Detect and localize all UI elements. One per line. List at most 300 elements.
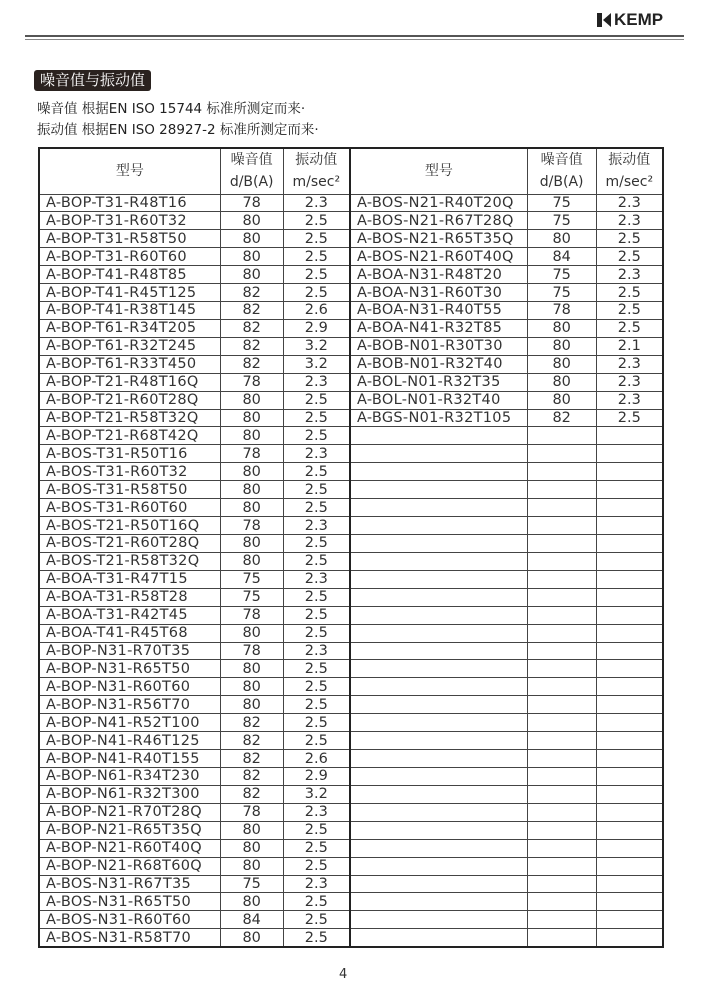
left-vibration-cell: 2.5 bbox=[283, 660, 350, 678]
right-vibration-cell bbox=[596, 893, 663, 911]
table-row bbox=[39, 624, 663, 642]
left-vibration-cell: 2.5 bbox=[283, 266, 350, 284]
left-vibration-cell: 2.3 bbox=[283, 373, 350, 391]
right-vibration-cell bbox=[596, 445, 663, 463]
table-row bbox=[39, 893, 663, 911]
table-row bbox=[39, 481, 663, 499]
right-vibration-cell bbox=[596, 535, 663, 553]
right-noise-cell bbox=[527, 875, 596, 893]
left-model-cell: A-BOP-T31-R48T16 bbox=[39, 194, 220, 212]
left-vibration-cell: 2.5 bbox=[283, 857, 350, 875]
right-model-cell bbox=[350, 803, 527, 821]
left-noise-cell: 80 bbox=[220, 212, 283, 230]
left-vibration-cell: 2.5 bbox=[283, 714, 350, 732]
left-noise-cell: 82 bbox=[220, 355, 283, 373]
table-row bbox=[39, 230, 663, 248]
right-vibration-cell bbox=[596, 660, 663, 678]
right-model-cell bbox=[350, 552, 527, 570]
right-noise-cell bbox=[527, 624, 596, 642]
kemp-logo-icon bbox=[597, 13, 611, 27]
right-vibration-cell bbox=[596, 624, 663, 642]
left-noise-cell: 80 bbox=[220, 678, 283, 696]
left-vibration-cell: 2.3 bbox=[283, 194, 350, 212]
right-model-cell bbox=[350, 445, 527, 463]
table-row bbox=[39, 678, 663, 696]
left-noise-cell: 80 bbox=[220, 929, 283, 947]
right-model-cell bbox=[350, 642, 527, 660]
left-vibration-cell: 2.5 bbox=[283, 409, 350, 427]
table-row bbox=[39, 875, 663, 893]
left-noise-cell: 80 bbox=[220, 821, 283, 839]
left-model-cell: A-BOP-N21-R70T28Q bbox=[39, 803, 220, 821]
left-noise-cell: 80 bbox=[220, 266, 283, 284]
right-noise-cell bbox=[527, 929, 596, 947]
right-vibration-cell bbox=[596, 785, 663, 803]
right-noise-cell bbox=[527, 642, 596, 660]
left-vibration-cell: 2.5 bbox=[283, 230, 350, 248]
right-noise-cell bbox=[527, 714, 596, 732]
left-noise-cell: 80 bbox=[220, 499, 283, 517]
left-model-cell: A-BOS-N31-R65T50 bbox=[39, 893, 220, 911]
header-divider-thin bbox=[25, 39, 684, 40]
table-row bbox=[39, 696, 663, 714]
left-vibration-cell: 2.5 bbox=[283, 248, 350, 266]
left-noise-cell: 80 bbox=[220, 660, 283, 678]
left-noise-cell: 80 bbox=[220, 839, 283, 857]
right-noise-cell bbox=[527, 552, 596, 570]
table-row bbox=[39, 284, 663, 302]
right-vibration-cell bbox=[596, 821, 663, 839]
left-model-cell: A-BOS-N31-R58T70 bbox=[39, 929, 220, 947]
right-noise-cell: 80 bbox=[527, 319, 596, 337]
right-vibration-cell: 2.3 bbox=[596, 266, 663, 284]
header-vibration-unit: m/sec² bbox=[605, 174, 654, 191]
right-noise-cell bbox=[527, 750, 596, 768]
table-header-row bbox=[39, 148, 663, 194]
right-noise-cell bbox=[527, 768, 596, 786]
right-noise-cell bbox=[527, 499, 596, 517]
left-model-cell: A-BOS-T31-R58T50 bbox=[39, 481, 220, 499]
header-noise-unit: d/B(A) bbox=[229, 174, 274, 191]
header-noise bbox=[220, 148, 283, 194]
table-row bbox=[39, 929, 663, 947]
right-model-cell bbox=[350, 463, 527, 481]
left-noise-cell: 78 bbox=[220, 373, 283, 391]
right-model-cell: A-BOA-N41-R32T85 bbox=[350, 319, 527, 337]
left-noise-cell: 82 bbox=[220, 302, 283, 320]
table-row bbox=[39, 212, 663, 230]
right-vibration-cell bbox=[596, 696, 663, 714]
header-noise-label: 噪音值 bbox=[540, 152, 583, 169]
left-model-cell: A-BOP-T41-R45T125 bbox=[39, 284, 220, 302]
table-row bbox=[39, 499, 663, 517]
table-row bbox=[39, 373, 663, 391]
right-model-cell bbox=[350, 821, 527, 839]
section-title: 噪音值与振动值 bbox=[34, 70, 151, 91]
left-vibration-cell: 2.3 bbox=[283, 570, 350, 588]
left-vibration-cell: 2.3 bbox=[283, 445, 350, 463]
left-vibration-cell: 2.5 bbox=[283, 588, 350, 606]
left-vibration-cell: 2.5 bbox=[283, 481, 350, 499]
left-noise-cell: 78 bbox=[220, 606, 283, 624]
left-vibration-cell: 2.6 bbox=[283, 750, 350, 768]
header-vibration bbox=[283, 148, 350, 194]
left-noise-cell: 82 bbox=[220, 337, 283, 355]
table-row bbox=[39, 821, 663, 839]
right-model-cell: A-BOS-N21-R65T35Q bbox=[350, 230, 527, 248]
left-model-cell: A-BOP-N21-R65T35Q bbox=[39, 821, 220, 839]
right-noise-cell bbox=[527, 463, 596, 481]
left-model-cell: A-BOP-T61-R33T450 bbox=[39, 355, 220, 373]
right-noise-cell: 75 bbox=[527, 194, 596, 212]
right-noise-cell bbox=[527, 517, 596, 535]
right-noise-cell bbox=[527, 732, 596, 750]
logo-text: KEMP bbox=[614, 10, 664, 29]
right-model-cell bbox=[350, 911, 527, 929]
left-model-cell: A-BOP-N41-R46T125 bbox=[39, 732, 220, 750]
left-noise-cell: 80 bbox=[220, 696, 283, 714]
left-noise-cell: 80 bbox=[220, 463, 283, 481]
right-model-cell: A-BOS-N21-R40T20Q bbox=[350, 194, 527, 212]
header-model-right: 型号 bbox=[350, 148, 527, 194]
right-noise-cell bbox=[527, 911, 596, 929]
left-vibration-cell: 3.2 bbox=[283, 337, 350, 355]
left-noise-cell: 82 bbox=[220, 768, 283, 786]
right-vibration-cell bbox=[596, 517, 663, 535]
right-model-cell: A-BOS-N21-R67T28Q bbox=[350, 212, 527, 230]
table-row bbox=[39, 606, 663, 624]
left-vibration-cell: 2.5 bbox=[283, 624, 350, 642]
table-row bbox=[39, 248, 663, 266]
right-model-cell bbox=[350, 696, 527, 714]
right-model-cell bbox=[350, 768, 527, 786]
right-vibration-cell: 2.5 bbox=[596, 319, 663, 337]
header-vibration-label: 振动值 bbox=[608, 152, 651, 169]
right-model-cell: A-BOA-N31-R60T30 bbox=[350, 284, 527, 302]
left-vibration-cell: 2.3 bbox=[283, 517, 350, 535]
left-model-cell: A-BOP-N61-R34T230 bbox=[39, 768, 220, 786]
right-vibration-cell bbox=[596, 857, 663, 875]
right-vibration-cell: 2.5 bbox=[596, 409, 663, 427]
right-model-cell bbox=[350, 929, 527, 947]
left-noise-cell: 80 bbox=[220, 535, 283, 553]
left-vibration-cell: 2.5 bbox=[283, 911, 350, 929]
table-row bbox=[39, 660, 663, 678]
header-noise-unit: d/B(A) bbox=[539, 174, 584, 191]
left-vibration-cell: 2.5 bbox=[283, 606, 350, 624]
left-model-cell: A-BOA-T31-R42T45 bbox=[39, 606, 220, 624]
left-noise-cell: 75 bbox=[220, 570, 283, 588]
right-vibration-cell bbox=[596, 642, 663, 660]
table-row bbox=[39, 588, 663, 606]
right-noise-cell bbox=[527, 785, 596, 803]
right-model-cell bbox=[350, 875, 527, 893]
left-vibration-cell: 2.5 bbox=[283, 696, 350, 714]
left-vibration-cell: 2.3 bbox=[283, 875, 350, 893]
left-model-cell: A-BOP-T41-R48T85 bbox=[39, 266, 220, 284]
left-model-cell: A-BOP-T61-R34T205 bbox=[39, 319, 220, 337]
table-row bbox=[39, 337, 663, 355]
left-model-cell: A-BOP-T31-R60T60 bbox=[39, 248, 220, 266]
table-row bbox=[39, 570, 663, 588]
right-model-cell bbox=[350, 606, 527, 624]
left-vibration-cell: 2.5 bbox=[283, 929, 350, 947]
right-vibration-cell bbox=[596, 552, 663, 570]
left-model-cell: A-BOS-T21-R58T32Q bbox=[39, 552, 220, 570]
left-model-cell: A-BOA-T31-R47T15 bbox=[39, 570, 220, 588]
right-noise-cell: 80 bbox=[527, 337, 596, 355]
right-vibration-cell bbox=[596, 499, 663, 517]
table-row bbox=[39, 857, 663, 875]
right-vibration-cell: 2.3 bbox=[596, 212, 663, 230]
left-model-cell: A-BOS-N31-R60T60 bbox=[39, 911, 220, 929]
left-vibration-cell: 2.5 bbox=[283, 284, 350, 302]
page-number: 4 bbox=[339, 967, 348, 982]
left-noise-cell: 75 bbox=[220, 875, 283, 893]
left-vibration-cell: 2.5 bbox=[283, 732, 350, 750]
table-row bbox=[39, 517, 663, 535]
left-model-cell: A-BOP-T21-R68T42Q bbox=[39, 427, 220, 445]
right-vibration-cell: 2.5 bbox=[596, 230, 663, 248]
left-noise-cell: 84 bbox=[220, 911, 283, 929]
right-model-cell bbox=[350, 570, 527, 588]
right-vibration-cell bbox=[596, 463, 663, 481]
left-vibration-cell: 3.2 bbox=[283, 355, 350, 373]
table-row bbox=[39, 302, 663, 320]
right-vibration-cell bbox=[596, 570, 663, 588]
table-row bbox=[39, 750, 663, 768]
right-noise-cell bbox=[527, 588, 596, 606]
right-vibration-cell bbox=[596, 427, 663, 445]
table-row bbox=[39, 732, 663, 750]
right-model-cell bbox=[350, 714, 527, 732]
table-row bbox=[39, 194, 663, 212]
left-vibration-cell: 2.5 bbox=[283, 391, 350, 409]
left-vibration-cell: 2.3 bbox=[283, 803, 350, 821]
left-model-cell: A-BOP-N31-R56T70 bbox=[39, 696, 220, 714]
right-noise-cell: 80 bbox=[527, 230, 596, 248]
left-vibration-cell: 2.5 bbox=[283, 499, 350, 517]
right-vibration-cell: 2.5 bbox=[596, 284, 663, 302]
header-noise-label: 噪音值 bbox=[230, 152, 273, 169]
right-noise-cell: 75 bbox=[527, 284, 596, 302]
right-vibration-cell: 2.5 bbox=[596, 302, 663, 320]
right-model-cell: A-BOL-N01-R32T35 bbox=[350, 373, 527, 391]
table-row bbox=[39, 839, 663, 857]
table-row bbox=[39, 803, 663, 821]
left-vibration-cell: 2.6 bbox=[283, 302, 350, 320]
left-model-cell: A-BOP-N41-R52T100 bbox=[39, 714, 220, 732]
right-model-cell: A-BGS-N01-R32T105 bbox=[350, 409, 527, 427]
right-noise-cell bbox=[527, 481, 596, 499]
left-model-cell: A-BOS-T31-R50T16 bbox=[39, 445, 220, 463]
header-vibration-unit: m/sec² bbox=[292, 174, 341, 191]
left-vibration-cell: 2.9 bbox=[283, 319, 350, 337]
left-model-cell: A-BOP-N31-R60T60 bbox=[39, 678, 220, 696]
right-noise-cell bbox=[527, 893, 596, 911]
left-vibration-cell: 2.5 bbox=[283, 535, 350, 553]
left-model-cell: A-BOS-T31-R60T60 bbox=[39, 499, 220, 517]
left-model-cell: A-BOP-T31-R60T32 bbox=[39, 212, 220, 230]
right-noise-cell bbox=[527, 606, 596, 624]
right-model-cell: A-BOA-N31-R40T55 bbox=[350, 302, 527, 320]
left-model-cell: A-BOP-N21-R68T60Q bbox=[39, 857, 220, 875]
right-noise-cell bbox=[527, 660, 596, 678]
table-row bbox=[39, 535, 663, 553]
left-vibration-cell: 3.2 bbox=[283, 785, 350, 803]
left-vibration-cell: 2.5 bbox=[283, 839, 350, 857]
left-noise-cell: 80 bbox=[220, 248, 283, 266]
left-model-cell: A-BOP-N31-R65T50 bbox=[39, 660, 220, 678]
right-model-cell bbox=[350, 750, 527, 768]
left-noise-cell: 82 bbox=[220, 284, 283, 302]
left-model-cell: A-BOP-N41-R40T155 bbox=[39, 750, 220, 768]
right-noise-cell: 80 bbox=[527, 355, 596, 373]
left-vibration-cell: 2.5 bbox=[283, 678, 350, 696]
right-vibration-cell bbox=[596, 911, 663, 929]
left-noise-cell: 80 bbox=[220, 391, 283, 409]
left-model-cell: A-BOA-T41-R45T68 bbox=[39, 624, 220, 642]
left-noise-cell: 78 bbox=[220, 517, 283, 535]
left-noise-cell: 75 bbox=[220, 588, 283, 606]
left-noise-cell: 82 bbox=[220, 714, 283, 732]
left-vibration-cell: 2.5 bbox=[283, 893, 350, 911]
right-model-cell bbox=[350, 857, 527, 875]
table-row bbox=[39, 409, 663, 427]
table-row bbox=[39, 319, 663, 337]
left-noise-cell: 78 bbox=[220, 194, 283, 212]
right-noise-cell bbox=[527, 427, 596, 445]
left-noise-cell: 82 bbox=[220, 732, 283, 750]
left-model-cell: A-BOA-T31-R58T28 bbox=[39, 588, 220, 606]
left-model-cell: A-BOS-T21-R50T16Q bbox=[39, 517, 220, 535]
left-noise-cell: 78 bbox=[220, 445, 283, 463]
right-vibration-cell bbox=[596, 678, 663, 696]
right-noise-cell: 84 bbox=[527, 248, 596, 266]
table-row bbox=[39, 768, 663, 786]
table-row bbox=[39, 266, 663, 284]
left-model-cell: A-BOP-T41-R38T145 bbox=[39, 302, 220, 320]
table-row bbox=[39, 445, 663, 463]
right-model-cell bbox=[350, 535, 527, 553]
right-vibration-cell: 2.5 bbox=[596, 248, 663, 266]
right-vibration-cell bbox=[596, 929, 663, 947]
right-noise-cell bbox=[527, 803, 596, 821]
left-model-cell: A-BOP-T21-R48T16Q bbox=[39, 373, 220, 391]
right-vibration-cell: 2.3 bbox=[596, 355, 663, 373]
left-model-cell: A-BOP-N61-R32T300 bbox=[39, 785, 220, 803]
right-model-cell bbox=[350, 481, 527, 499]
right-vibration-cell: 2.1 bbox=[596, 337, 663, 355]
header-noise-right bbox=[527, 148, 596, 194]
table-row bbox=[39, 355, 663, 373]
right-model-cell bbox=[350, 732, 527, 750]
left-vibration-cell: 2.5 bbox=[283, 427, 350, 445]
left-model-cell: A-BOP-T21-R60T28Q bbox=[39, 391, 220, 409]
right-noise-cell: 75 bbox=[527, 212, 596, 230]
right-vibration-cell bbox=[596, 839, 663, 857]
right-model-cell bbox=[350, 499, 527, 517]
table-row bbox=[39, 391, 663, 409]
table-row bbox=[39, 427, 663, 445]
right-noise-cell bbox=[527, 839, 596, 857]
right-model-cell bbox=[350, 588, 527, 606]
left-noise-cell: 80 bbox=[220, 857, 283, 875]
left-model-cell: A-BOS-T21-R60T28Q bbox=[39, 535, 220, 553]
left-noise-cell: 78 bbox=[220, 642, 283, 660]
right-vibration-cell: 2.3 bbox=[596, 391, 663, 409]
right-vibration-cell bbox=[596, 714, 663, 732]
left-noise-cell: 80 bbox=[220, 552, 283, 570]
noise-standard-note: 噪音值 根据EN ISO 15744 标准所测定而来· bbox=[37, 101, 306, 117]
left-noise-cell: 80 bbox=[220, 893, 283, 911]
left-model-cell: A-BOS-N31-R67T35 bbox=[39, 875, 220, 893]
right-vibration-cell bbox=[596, 750, 663, 768]
right-model-cell bbox=[350, 427, 527, 445]
table-row bbox=[39, 642, 663, 660]
right-noise-cell bbox=[527, 535, 596, 553]
right-vibration-cell bbox=[596, 588, 663, 606]
right-model-cell bbox=[350, 678, 527, 696]
left-vibration-cell: 2.9 bbox=[283, 768, 350, 786]
left-noise-cell: 80 bbox=[220, 481, 283, 499]
header-vibration-right bbox=[596, 148, 663, 194]
left-vibration-cell: 2.5 bbox=[283, 463, 350, 481]
right-noise-cell bbox=[527, 821, 596, 839]
left-noise-cell: 80 bbox=[220, 230, 283, 248]
left-noise-cell: 80 bbox=[220, 624, 283, 642]
right-vibration-cell bbox=[596, 606, 663, 624]
left-noise-cell: 80 bbox=[220, 409, 283, 427]
right-vibration-cell bbox=[596, 803, 663, 821]
right-noise-cell bbox=[527, 857, 596, 875]
right-model-cell: A-BOL-N01-R32T40 bbox=[350, 391, 527, 409]
right-noise-cell: 78 bbox=[527, 302, 596, 320]
noise-vibration-table bbox=[38, 147, 664, 948]
right-noise-cell: 82 bbox=[527, 409, 596, 427]
left-model-cell: A-BOP-N21-R60T40Q bbox=[39, 839, 220, 857]
right-model-cell: A-BOA-N31-R48T20 bbox=[350, 266, 527, 284]
left-model-cell: A-BOP-T61-R32T245 bbox=[39, 337, 220, 355]
left-model-cell: A-BOS-T31-R60T32 bbox=[39, 463, 220, 481]
header-model: 型号 bbox=[39, 148, 220, 194]
right-vibration-cell bbox=[596, 875, 663, 893]
table-row bbox=[39, 785, 663, 803]
right-noise-cell bbox=[527, 678, 596, 696]
right-vibration-cell bbox=[596, 481, 663, 499]
right-model-cell: A-BOB-N01-R32T40 bbox=[350, 355, 527, 373]
right-model-cell bbox=[350, 517, 527, 535]
left-vibration-cell: 2.5 bbox=[283, 821, 350, 839]
vibration-standard-note: 振动值 根据EN ISO 28927-2 标准所测定而来· bbox=[37, 122, 319, 138]
left-vibration-cell: 2.3 bbox=[283, 642, 350, 660]
table-row bbox=[39, 552, 663, 570]
right-model-cell: A-BOB-N01-R30T30 bbox=[350, 337, 527, 355]
left-vibration-cell: 2.5 bbox=[283, 552, 350, 570]
left-vibration-cell: 2.5 bbox=[283, 212, 350, 230]
right-noise-cell: 80 bbox=[527, 391, 596, 409]
left-noise-cell: 80 bbox=[220, 427, 283, 445]
right-model-cell bbox=[350, 624, 527, 642]
right-model-cell: A-BOS-N21-R60T40Q bbox=[350, 248, 527, 266]
table-row bbox=[39, 911, 663, 929]
left-noise-cell: 82 bbox=[220, 750, 283, 768]
table-row bbox=[39, 463, 663, 481]
header-vibration-label: 振动值 bbox=[295, 152, 338, 169]
right-model-cell bbox=[350, 893, 527, 911]
right-model-cell bbox=[350, 839, 527, 857]
right-vibration-cell: 2.3 bbox=[596, 373, 663, 391]
